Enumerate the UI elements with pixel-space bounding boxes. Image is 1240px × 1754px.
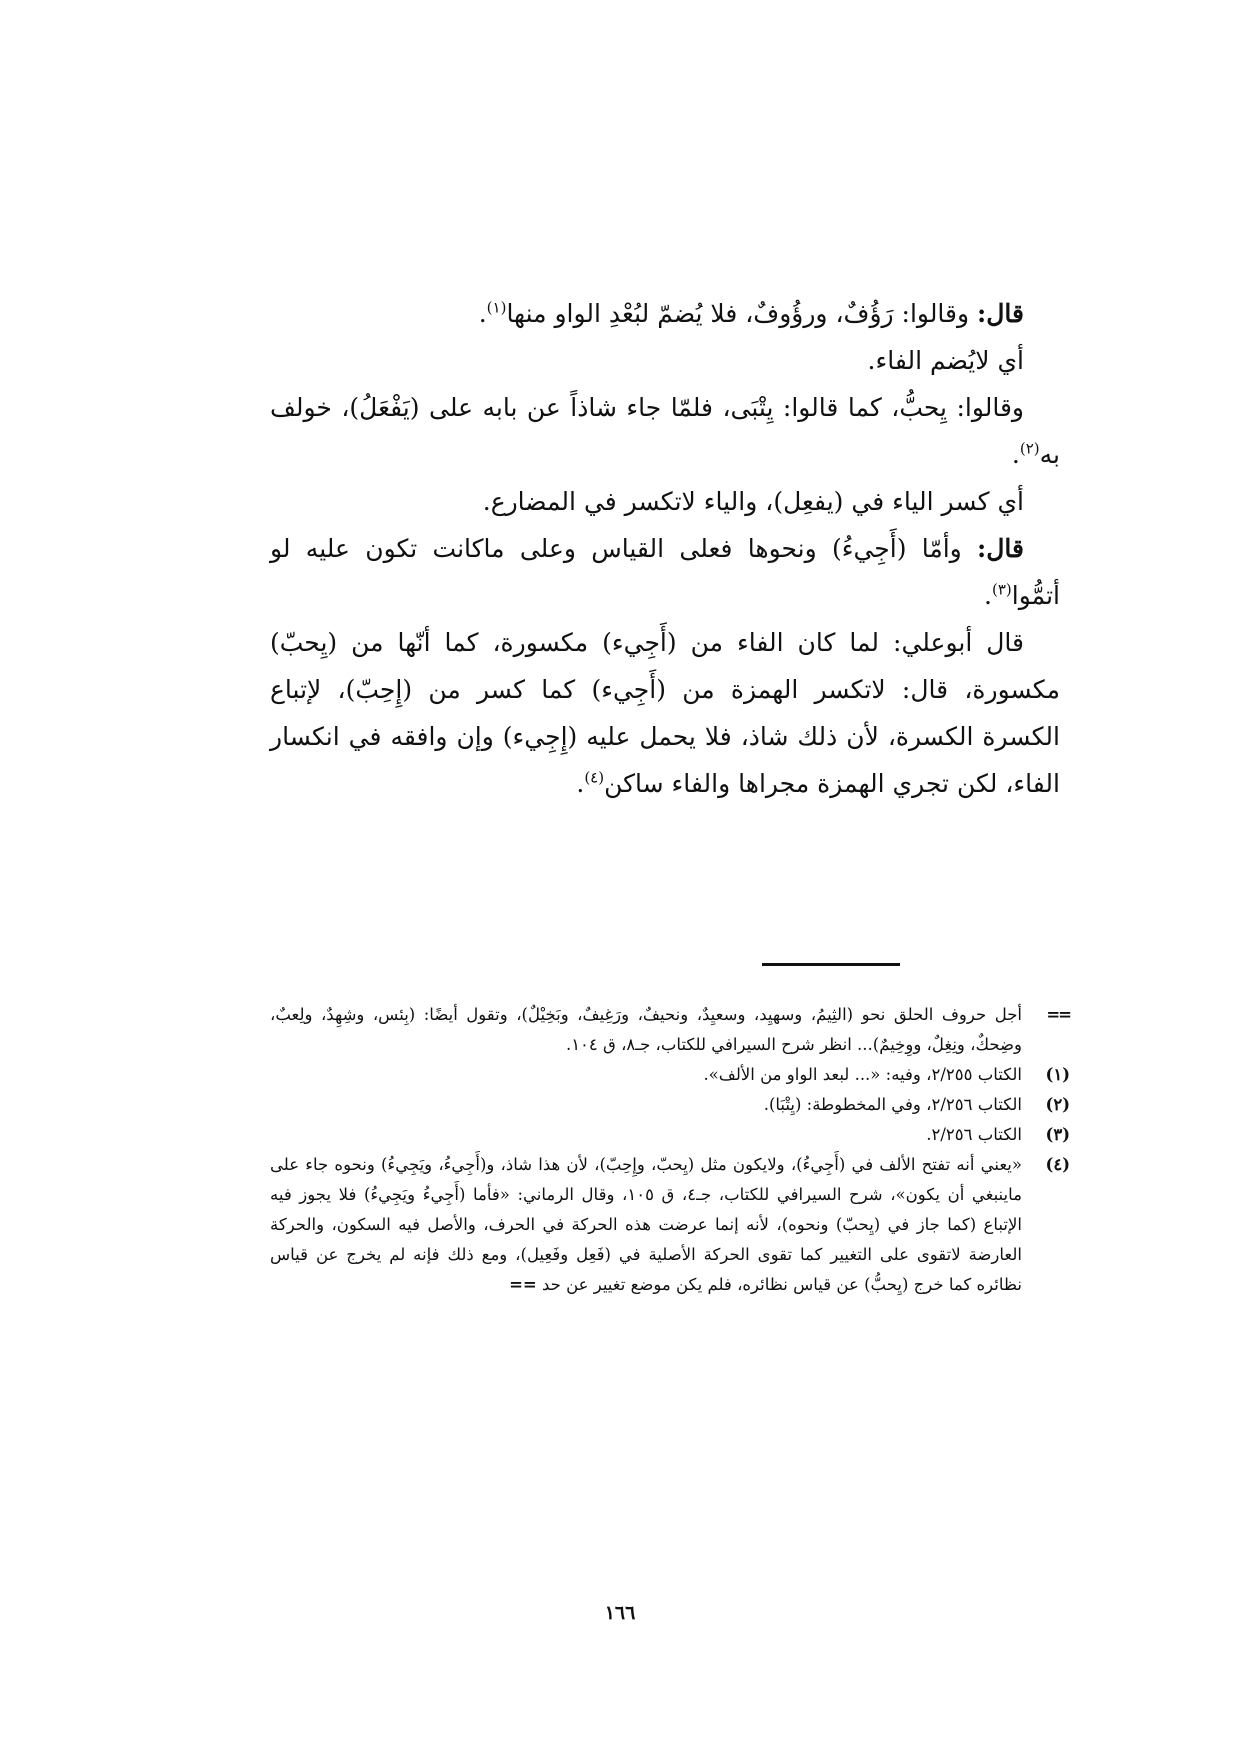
footnote-text: الكتاب ٢/٢٥٦. (926, 1125, 1022, 1144)
footnote-ref-1: (١) (486, 298, 507, 317)
footnote-text: الكتاب ٢/٢٥٦، وفي المخطوطة: (يِتْبَا). (763, 1095, 1022, 1114)
page-number: ١٦٦ (604, 1602, 636, 1624)
paragraph-5-end: . (984, 581, 992, 610)
paragraph-1 (270, 290, 1060, 337)
footnote-number: (٣) (1045, 1125, 1070, 1144)
footnote-4 (270, 1150, 1070, 1300)
paragraph-4-text: أي كسر الياء في (يفعِل)، والياء لاتكسر في المضارع. (482, 487, 1024, 516)
paragraph-1-text: وقالوا: رَؤُفٌ، ورؤُوفٌ، فلا يُضمّ لبُعْدِ الواو منها (506, 299, 970, 328)
footnote-continued (270, 1000, 1070, 1060)
continuation-mark: == (1046, 1005, 1070, 1024)
footnote-4-text: «يعني أنه تفتح الألف في (أَجِيءُ)، ولايكون مثل (يِحبّ، وإِحِبّ)، لأن هذا شاذ، و(أَجِيءُ، ويَجِيءُ) ونحوه جاء على ماينبغي أن يكون»، شرح السيرافي للكتاب، جـ٤، ق ١٠٥، وقال الرماني: «فأما (أَجِيءُ ويَجِيءُ) فلا يجوز فيه الإتباع (كما جاز في (يِحبّ) ونحوه)، لأنه إنما عرضت هذه الحركة في الحرف، والأصل فيه السكون، والحركة العارضة لاتقوى على التغيير كما تقوى الحركة الأصلية في (فَعِل وفَعِيل)، ومع ذلك فإنه لم يخرج عن قياس نظائره كما خرج (يِحبُّ) عن قياس نظائره، فلم يكن موضع تغيير عن حد (270, 1155, 1022, 1294)
paragraph-2-text: أي لايُضم الفاء. (867, 346, 1024, 375)
paragraph-2 (270, 337, 1060, 384)
paragraph-3-text: وقالوا: يِحبُّ، كما قالوا: يِتْبَى، فلمّا جاء شاذاً عن بابه على (يَفْعَلُ)، خولف به (270, 393, 1060, 469)
paragraph-5-text: وأمّا (أَجِيءُ) ونحوها فعلى القياس وعلى ماكانت تكون عليه لو أتمُّوا (270, 534, 1060, 610)
footnote-number: (١) (1045, 1065, 1070, 1084)
qal-keyword: قال: (977, 299, 1024, 328)
footnote-ref-4: (٤) (584, 768, 605, 787)
paragraph-1-end: . (478, 299, 487, 328)
footnote-text: الكتاب ٢/٢٥٥، وفيه: «... لبعد الواو من الألف». (703, 1065, 1022, 1084)
footnotes (270, 1000, 1070, 1300)
footnote-separator (762, 963, 900, 966)
main-text (270, 290, 1060, 807)
footnote-continued-text: أجل حروف الحلق نحو (الثِيمُ، وسهيِد، وسعيِدٌ، ونحيفٌ، ورَغِيفٌ، وبَخِيْلٌ)، وتقول أيضًا: (بِئس، وشِهِدٌ، ولِعبٌ، وضِحكٌ، ونِغِلٌ، ووِخِيمٌ)... انظر شرح السيرافي للكتاب، جـ٨، ق ١٠٤. (270, 1005, 1022, 1054)
paragraph-6 (270, 619, 1060, 807)
continuation-end-mark: == (509, 1275, 537, 1294)
footnote-3 (270, 1120, 1070, 1150)
paragraph-3-end: . (1011, 440, 1020, 469)
paragraph-6-end: . (576, 769, 585, 798)
footnote-text (270, 1150, 1022, 1300)
paragraph-5 (270, 525, 1060, 619)
footnote-ref-2: (٢) (1019, 439, 1040, 458)
paragraph-3 (270, 384, 1060, 478)
paragraph-6-text: قال أبوعلي: لما كان الفاء من (أَجِيء) مكسورة، كما أنّها من (يِحبّ) مكسورة، قال: لاتكسر الهمزة من (أَجِيء) كما كسر من (إِحِبّ)، لإتباع الكسرة الكسرة، لأن ذلك شاذ، فلا يحمل عليه (إِجِيء) وإن وافقه في انكسار الفاء، لكن تجري الهمزة مجراها والفاء ساكن (270, 628, 1060, 798)
footnote-2 (270, 1090, 1070, 1120)
qal-keyword: قال: (977, 534, 1024, 563)
footnote-number: (٤) (1045, 1155, 1070, 1174)
footnote-1 (270, 1060, 1070, 1090)
paragraph-4 (270, 478, 1060, 525)
footnote-ref-3: (٣) (992, 580, 1012, 599)
footnote-number: (٢) (1045, 1095, 1070, 1114)
